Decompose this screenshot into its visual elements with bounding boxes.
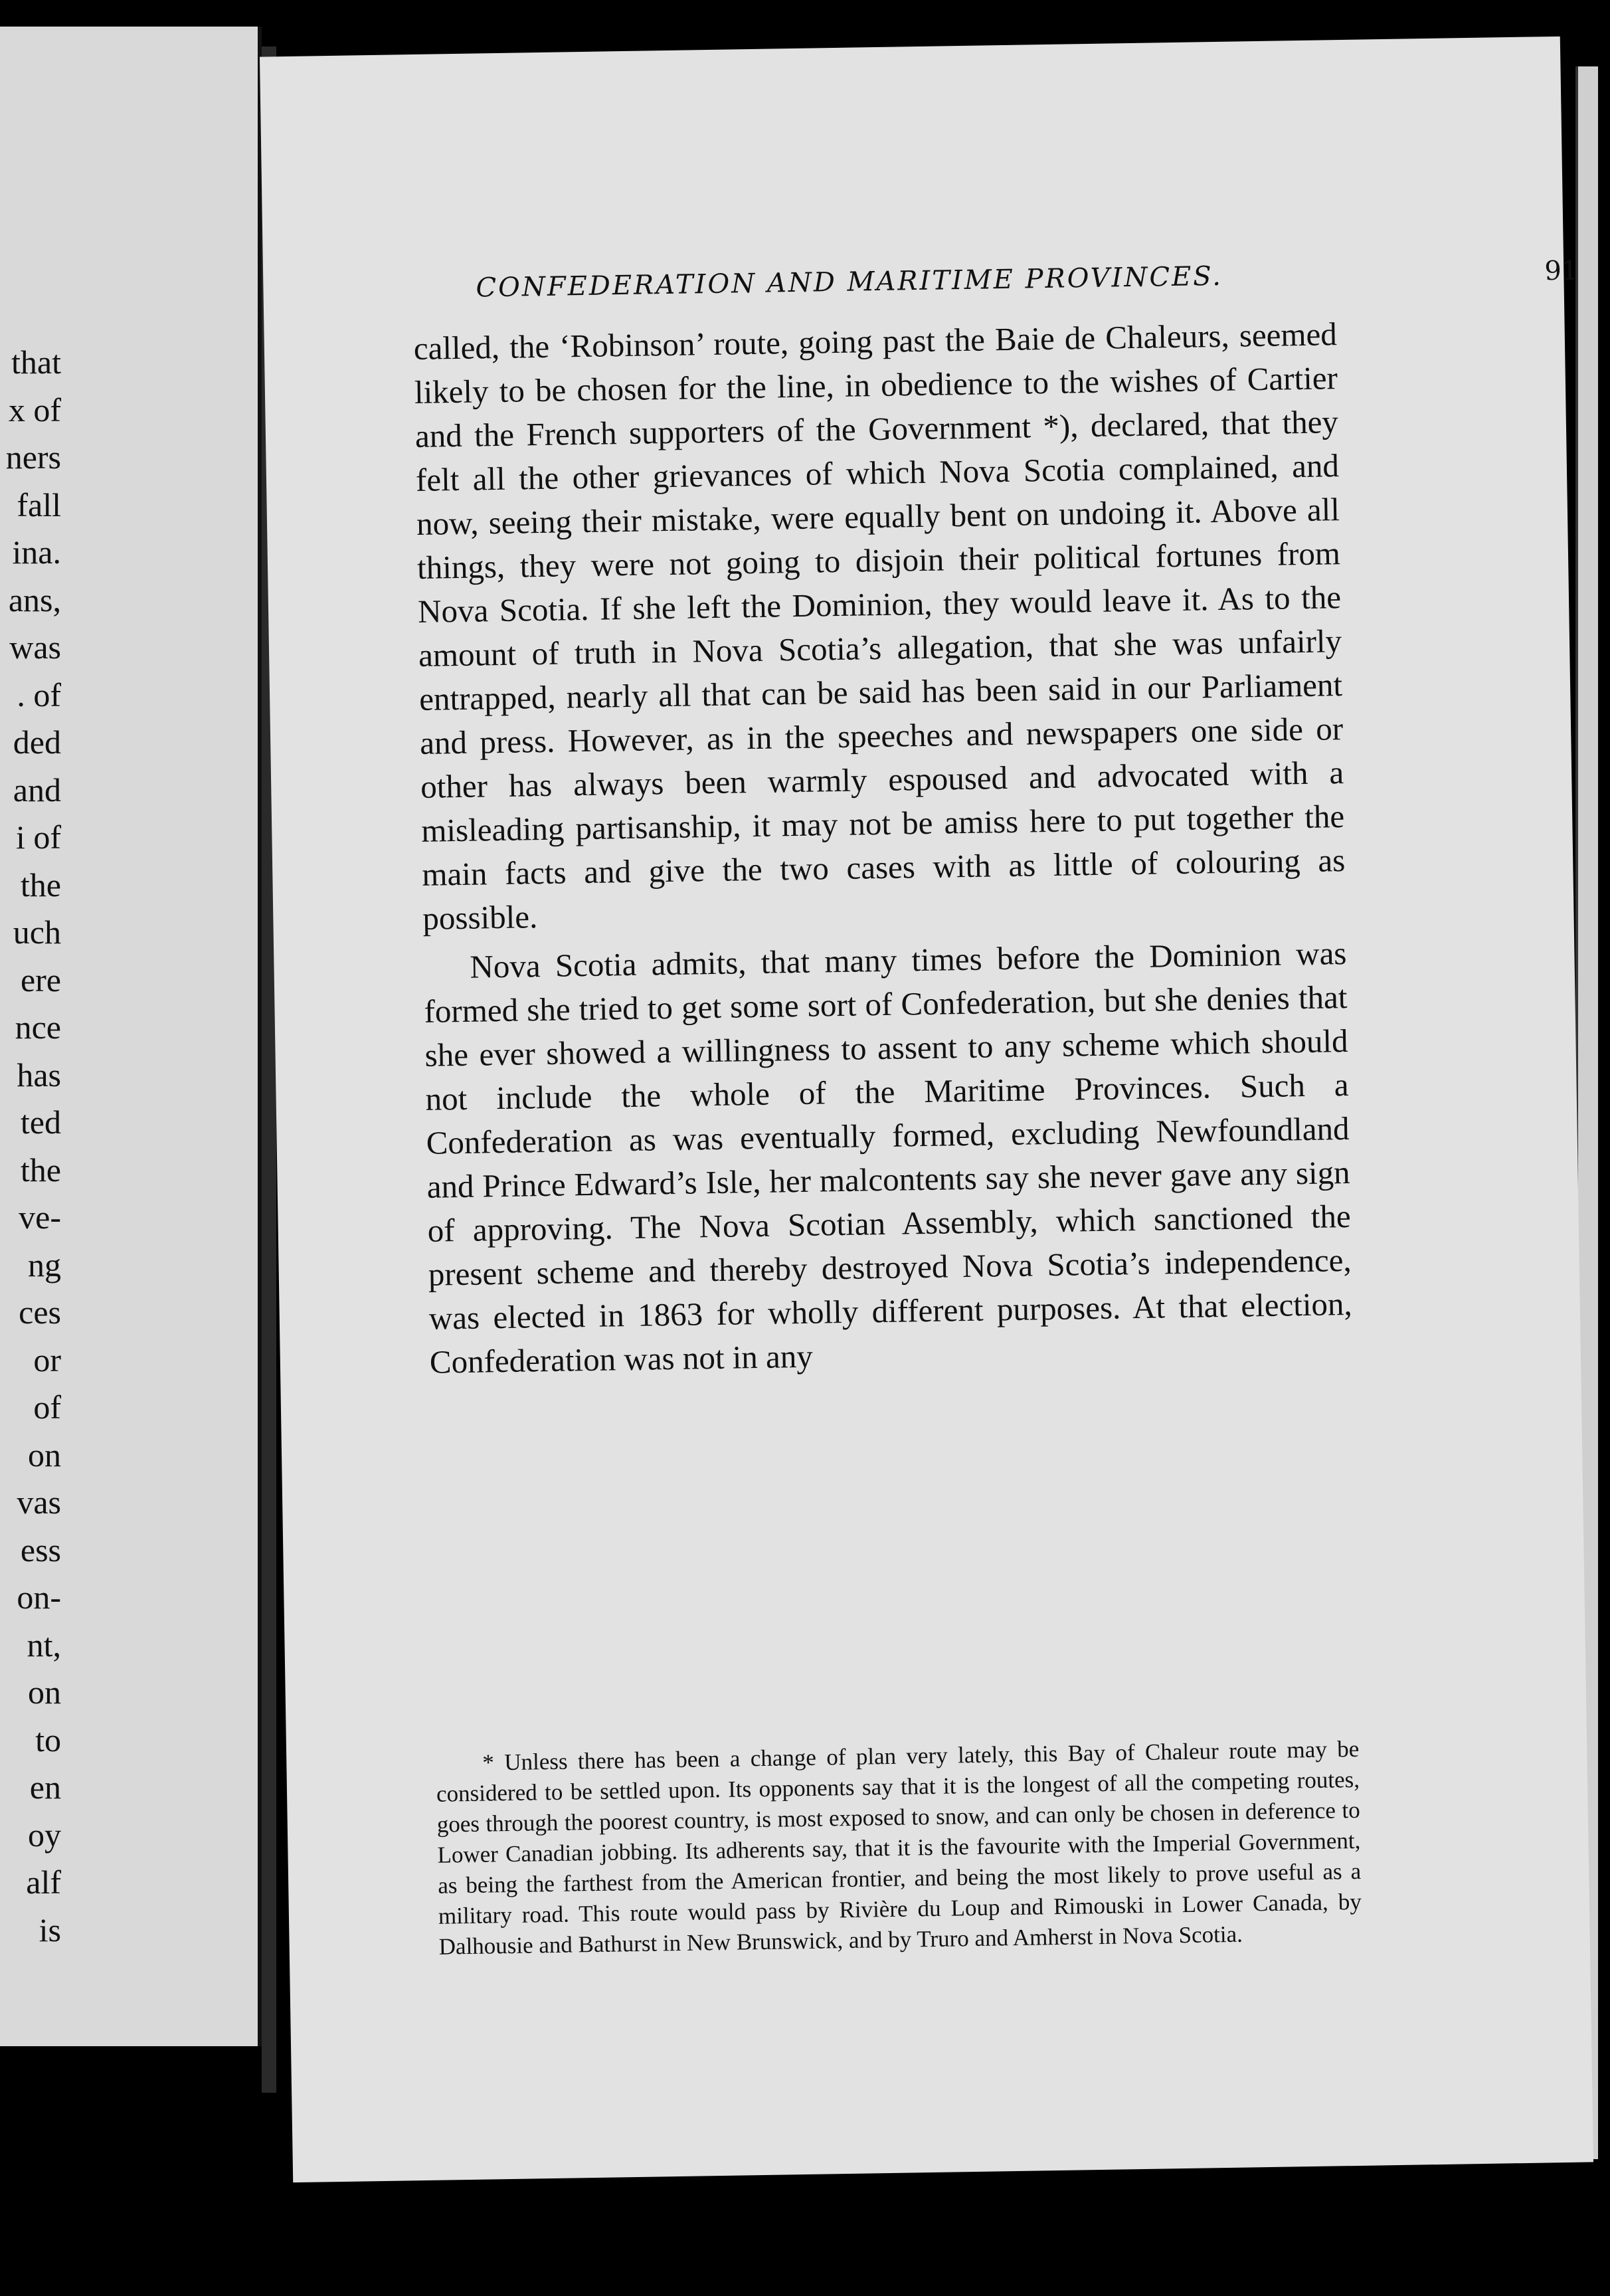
left-page-fragment: nt, — [27, 1626, 61, 1664]
left-page-fragment: or — [33, 1341, 61, 1379]
left-page-fragment: nce — [15, 1008, 61, 1046]
left-page-fragment: on — [28, 1674, 61, 1711]
left-page-fragment: uch — [13, 913, 61, 951]
left-page-fragment: and — [13, 771, 61, 809]
body-text — [413, 312, 1353, 1385]
left-page-fragment: ere — [20, 961, 61, 999]
left-page-fragment: the — [20, 1151, 61, 1189]
left-page-fragment: ve- — [19, 1198, 61, 1236]
left-page-fragment: en — [29, 1769, 61, 1806]
left-page-fragment: the — [20, 866, 61, 904]
left-page-fragment: that — [11, 343, 61, 381]
left-page-fragment: ans, — [8, 581, 61, 619]
left-page-fragment: i of — [15, 818, 61, 856]
page-number: 91 — [1544, 255, 1579, 287]
left-page-fragment: on — [28, 1436, 61, 1474]
left-page-fragment: on- — [17, 1578, 61, 1616]
footnote: * Unless there has been a change of plan very lately, this Bay of Chaleur route may be considered to be settled upon. Its opponents say that it is the longest of all the competing routes, goes through the poorest country, is most exposed to snow, and can only be chosen in deference to Lower Canadian jobbing. Its adherents say, that it is the favourite with the Imperial Government, as being the farthest from the American frontier, and being the most likely to prove useful as a military road. This route would pass by Rivière du Loup and Rimouski in Lower Canada, by Dalhousie and Bathurst in New Brunswick, and by Truro and Amherst in Nova Scotia. — [436, 1735, 1362, 1960]
left-page-fragment: ded — [13, 723, 61, 761]
paragraph: Nova Scotia admits, that many times before the Dominion was formed she tried to get some sort of Confederation, but she denies that she ever showed a willingness to assent to any scheme which should not include the whole of the Maritime Provinces. Such a Confederation as was eventually formed, excluding Newfoundland and Prince Edward’s Isle, her malcontents say she never gave any sign of approving. The Nova Scotian Assembly, which sanctioned the present scheme and thereby destroyed Nova Scotia’s independence, was elected in 1863 for wholly different purposes. At that election, Confederation was not in any — [424, 935, 1353, 1381]
left-facing-page — [0, 27, 262, 2046]
left-page-fragment: has — [17, 1056, 61, 1094]
left-page-fragment: ces — [19, 1293, 61, 1331]
right-page — [260, 37, 1593, 2182]
left-page-fragment: ess — [20, 1531, 61, 1569]
left-page-fragment: . of — [17, 676, 61, 714]
left-page-text-fragments — [0, 339, 61, 1954]
left-page-fragment: of — [33, 1388, 61, 1426]
left-page-fragment: to — [35, 1721, 61, 1759]
paragraph: called, the ‘Robinson’ route, going past the Baie de Chaleurs, seemed likely to be chosen for the line, in obedience to the wishes of Cartier and the French supporters of the Government *), declared, that they felt all the other grievances of which Nova Scotia complained, and now, seeing their mistake, were equally bent on undoing it. Above all things, they were not going to disjoin their political fortunes from Nova Scotia. If she left the Dominion, they would leave it. As to the amount of truth in Nova Scotia’s allegation, that she was unfairly entrapped, nearly all that can be said has been said in our Parliament and press. However, as in the speeches and newspapers one side or other has always been warmly espoused and advocated with a misleading partisanship, it may not be amiss here to put together the main facts and give the two cases with as little of colouring as possible. — [413, 316, 1346, 937]
running-head — [476, 255, 1579, 303]
running-head-title: CONFEDERATION AND MARITIME PROVINCES. — [476, 260, 1223, 304]
left-page-fragment: vas — [17, 1483, 61, 1521]
left-page-fragment: x of — [8, 391, 61, 429]
left-page-fragment: ners — [5, 438, 61, 476]
left-page-fragment: was — [9, 628, 61, 666]
left-page-fragment: oy — [28, 1816, 61, 1854]
left-page-fragment: ina. — [12, 533, 61, 571]
left-page-fragment: alf — [26, 1864, 61, 1901]
left-page-fragment: is — [39, 1911, 61, 1949]
left-page-fragment: ted — [20, 1103, 61, 1141]
left-page-fragment: fall — [17, 486, 61, 524]
left-page-fragment: ng — [28, 1246, 61, 1284]
